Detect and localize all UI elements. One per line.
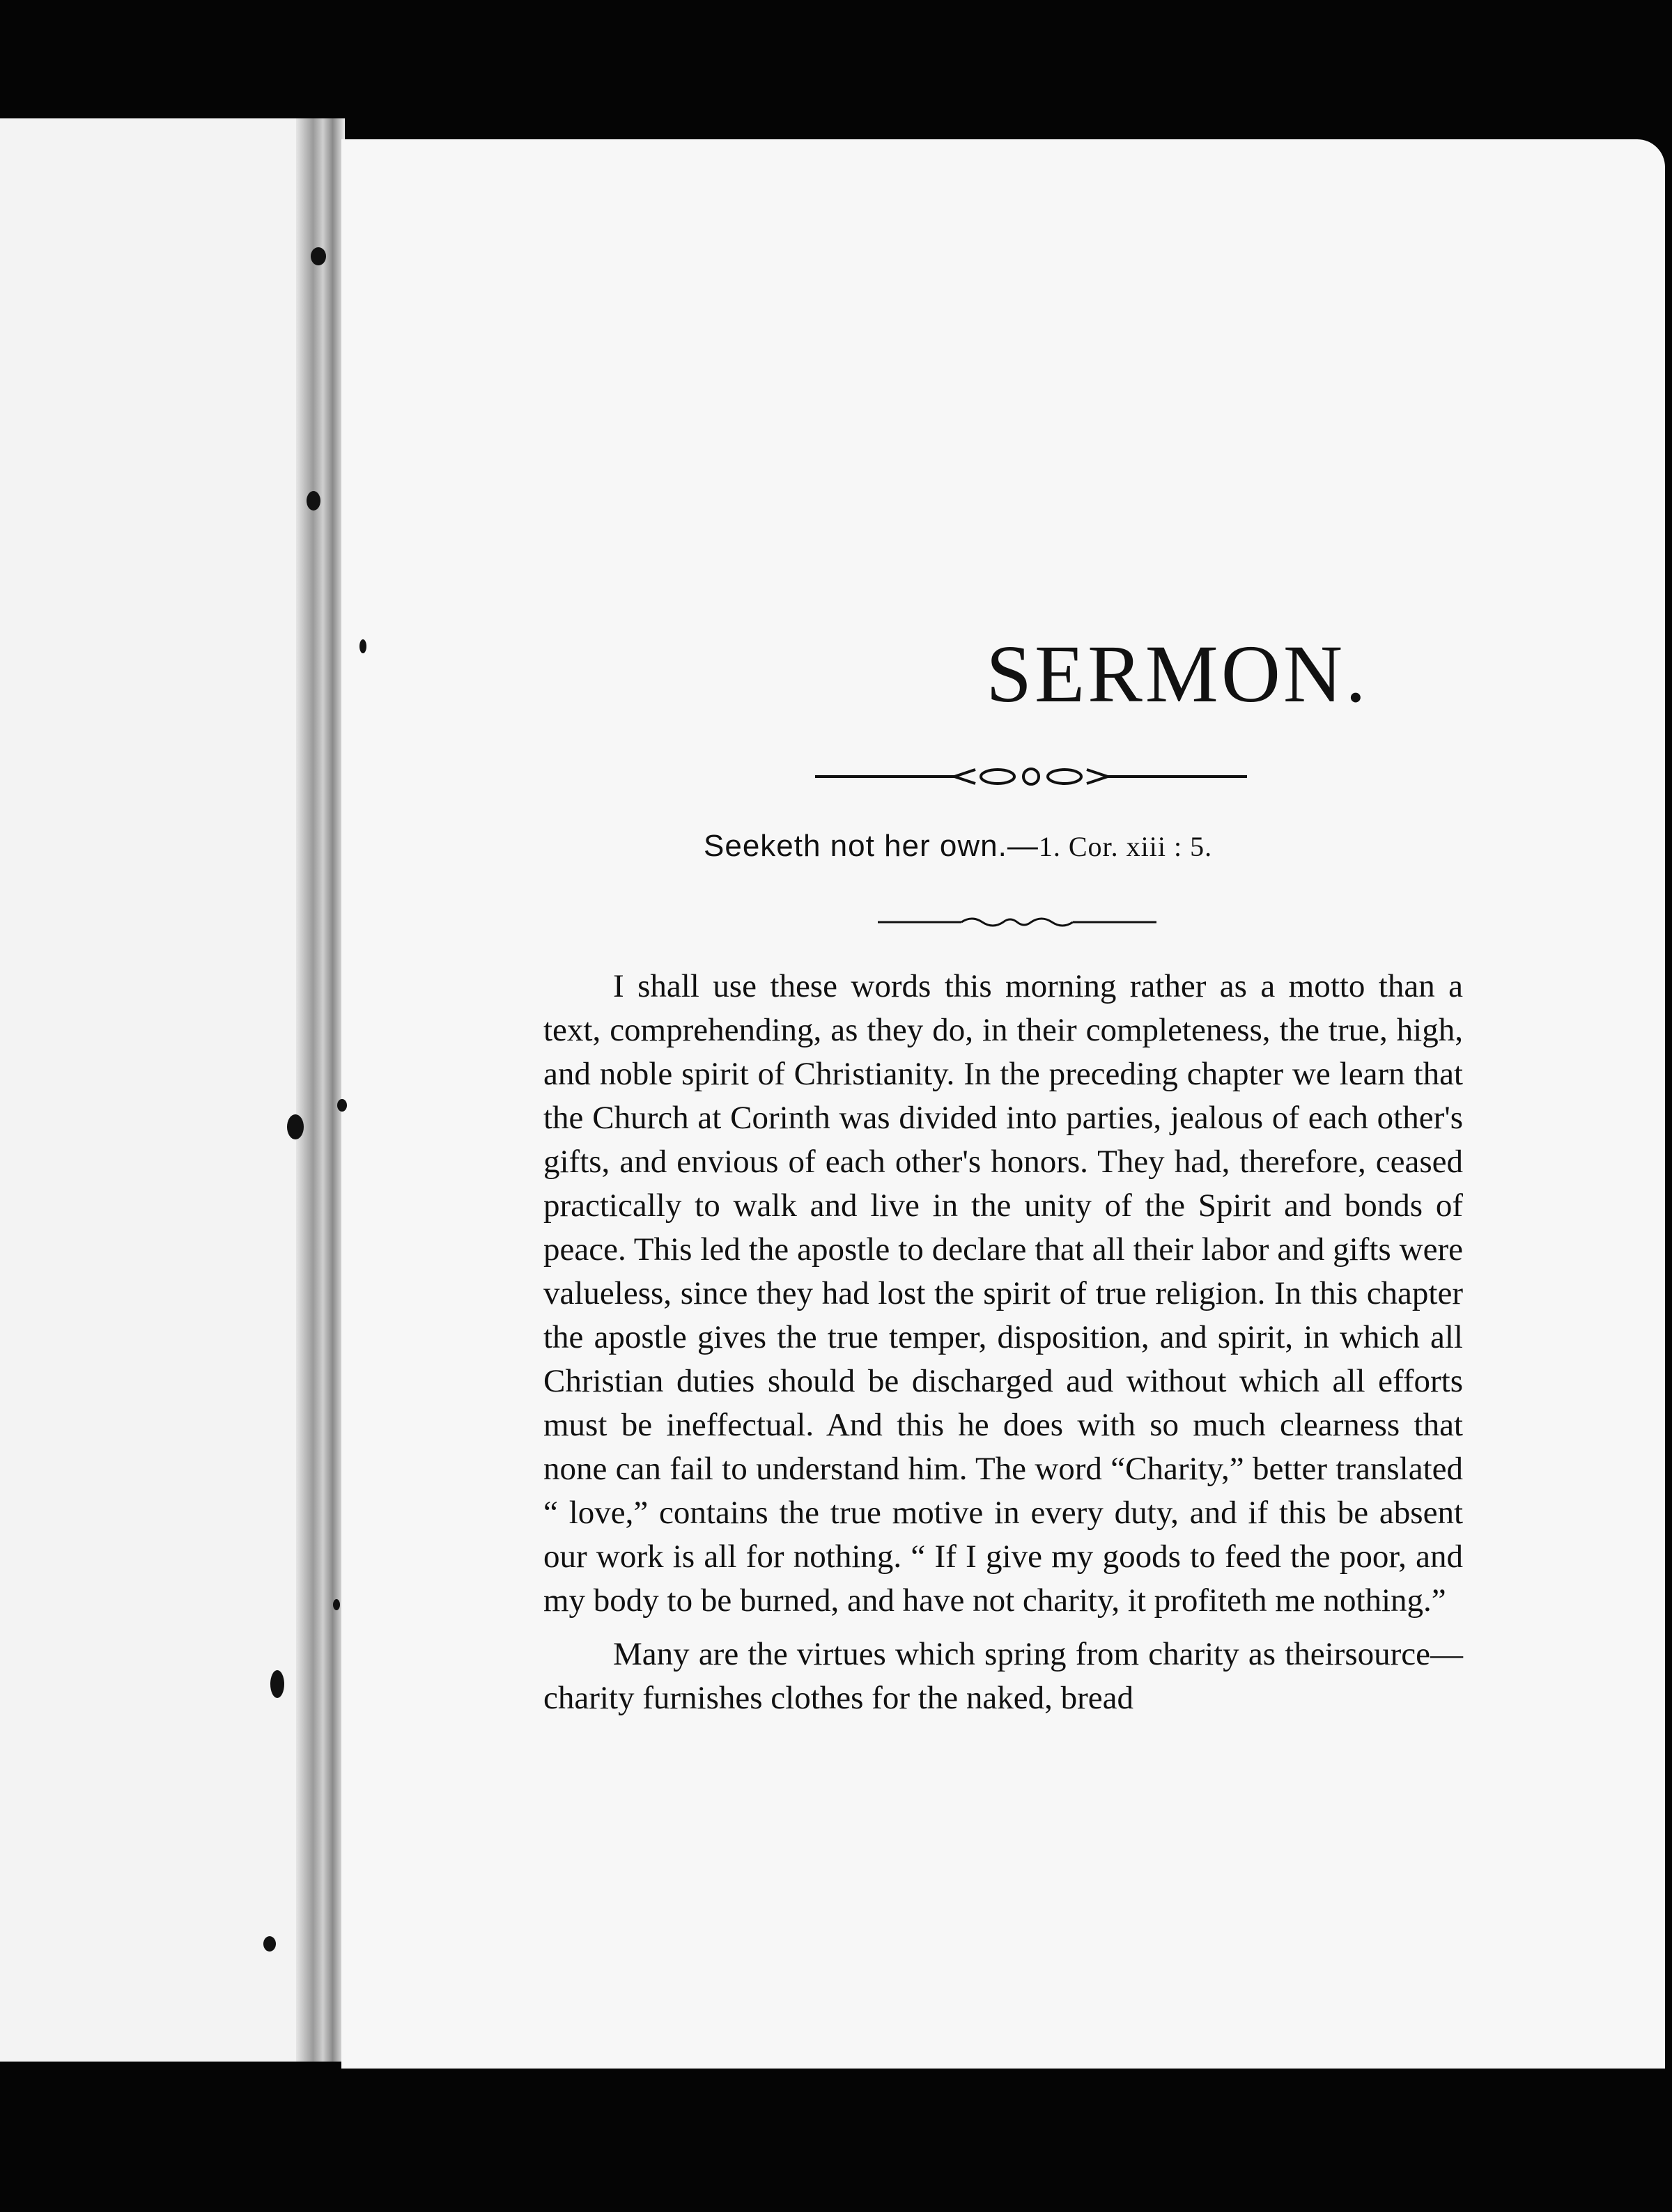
epigraph [704, 829, 1672, 864]
binding-mark [333, 1599, 340, 1610]
binding-mark [307, 491, 320, 511]
epigraph-text: Seeketh not her own.— [704, 829, 1039, 863]
paragraph: Many are the virtues which spring from charity as theirsource—charity furnishes clothes for the naked, bread [543, 1636, 1463, 1716]
title-ornament [815, 763, 1247, 790]
book-gutter [296, 118, 345, 2062]
binding-mark [337, 1099, 347, 1112]
binding-mark [270, 1670, 284, 1698]
left-page [0, 118, 300, 2062]
epigraph-reference: 1. Cor. xiii : 5. [1038, 831, 1213, 862]
sermon-body [543, 965, 1463, 1720]
page-title: SERMON. [986, 628, 1369, 719]
binding-mark [311, 247, 326, 265]
epigraph-ornament [878, 914, 1156, 930]
binding-mark [359, 639, 366, 653]
paragraph: I shall use these words this morning rather as a motto than a text, comprehending, as they do, in their completeness, the true, high, and noble spirit of Christianity. In the preceding chapter we learn that the Church at Corinth was divided into parties, jealous of each other's gifts, and envious of each other's honors. They had, therefore, ceased practically to walk and live in the unity of the Spirit and bonds of peace. This led the apostle to declare that all their labor and gifts were valueless, since they had lost the spirit of true religion. In this chapter the apostle gives the true temper, disposition, and spirit, in which all Christian duties should be discharged aud without which all efforts must be ineffectual. And this he does with so much clearness that none can fail to understand him. The word “Charity,” better translated “ love,” contains the true motive in every duty, and if this be absent our work is all for nothing. “ If I give my goods to feed the poor, and my body to be burned, and have not charity, it profiteth me nothing.” [543, 968, 1463, 1619]
binding-mark [287, 1114, 304, 1139]
binding-mark [263, 1936, 276, 1952]
right-page [341, 139, 1665, 2069]
